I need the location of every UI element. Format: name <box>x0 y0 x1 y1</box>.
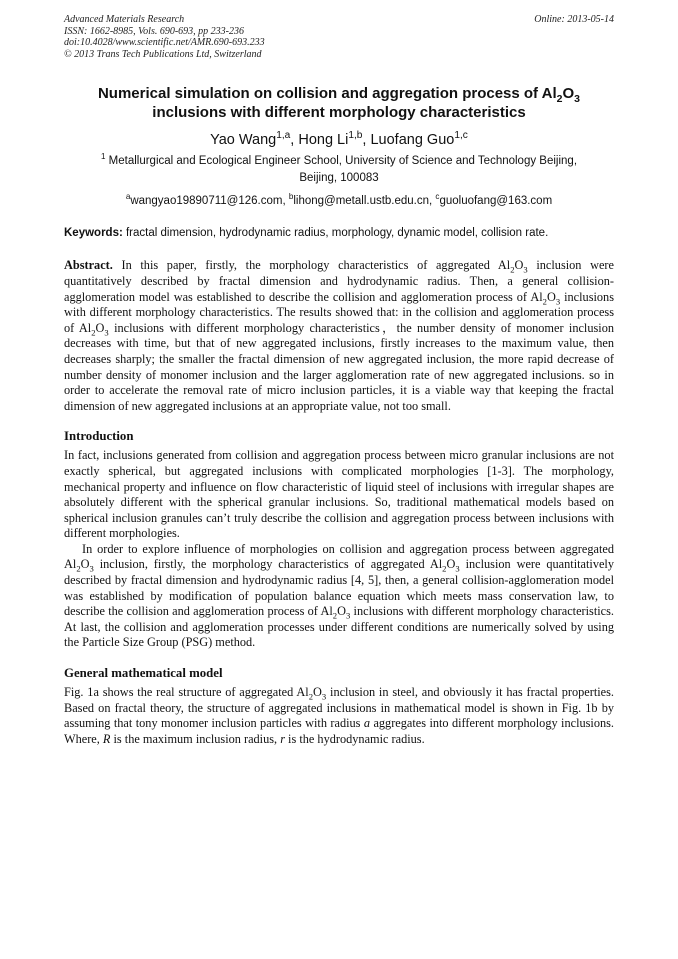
email-link[interactable]: lihong@metall.ustb.edu.cn, <box>293 195 436 208</box>
intro-paragraph-1: In fact, inclusions generated from collision and aggregation process between micro granular inclusions are not exactly spherical, but aggregated inclusions with complicated morphologies [1-3]. The morphology, mechanical property and influence on flow characteristic of liquid steel of inclusions with irregular shapes are absolutely different with the spherical granular inclusions. So, traditional mathematical models based on spherical inclusion granules can’t truly describe the collision and aggregation process between inclusions with different morphologies. <box>64 448 614 541</box>
issn-line: ISSN: 1662-8985, Vols. 690-693, pp 233-236 <box>64 25 244 37</box>
intro-paragraph-2: In order to explore influence of morphologies on collision and aggregation process between aggregated $Al_2O_3$ inclusion, firstly, the morphology characteristics of aggregated $Al_2O_3$ inclusion were quantitatively described by fractal dimension and hydrodynamic radius [4, 5], then, a general collision-agglomeration model was established by modification of population balance equation which meets mass conservation law, to describe the collision and agglomeration process of $Al_2O_3$ inclusions with different morphology characteristics. At last, the collision and agglomeration processes under different conditions are numerically solved by using the Particle Size Group (PSG) method. <box>64 541 614 650</box>
section-heading-model: General mathematical model <box>64 666 223 681</box>
keywords <box>64 226 614 241</box>
doi-line: doi:10.4028/www.scientific.net/AMR.690-693.233 <box>64 37 265 49</box>
author-list: Yao Wang$^{1,a}$, Hong Li$^{1,b}$, Luofang Guo$^{1,c}$ <box>210 130 468 149</box>
author-emails: $^a$wangyao19890711@126.com, $^b$lihong@metall.ustb.edu.cn, $^c$guoluofang@163.com <box>125 192 553 208</box>
affiliation: $^1$ Metallurgical and Ecological Engineer School, University of Science and Technology Beijing, Beijing, 100083 <box>100 152 578 185</box>
author-name: Yao Wang <box>210 132 277 149</box>
section-heading-introduction: Introduction <box>64 429 134 444</box>
keywords-label: Keywords: <box>64 227 123 240</box>
author-name: Hong Li <box>298 132 349 149</box>
online-date: Online: 2013-05-14 <box>534 14 614 25</box>
journal-header <box>64 14 614 60</box>
model-paragraph-1: Fig. 1a shows the real structure of aggregated $Al_2O_3$ inclusion in steel, and obviously it has fractal properties. Based on fractal theory, the structure of aggregated inclusions in mathematical model is shown in Fig. 1b by assuming that tony monomer inclusion particles with radius a aggregates into different morphology inclusions. Where, R is the maximum inclusion radius, r is the hydrodynamic radius. <box>64 685 614 746</box>
paper-title: Numerical simulation on collision and aggregation process of $Al_2O_3$ inclusions with different morphology characteristics <box>97 85 581 122</box>
keywords-text: fractal dimension, hydrodynamic radius, morphology, dynamic model, collision rate. <box>122 227 549 240</box>
abstract: Abstract. In this paper, firstly, the morphology characteristics of aggregated $Al_2O_3$ inclusion were quantitatively described by fractal dimension and hydrodynamic radius. Then, a general collision-agglomeration model was established to describe the collision and agglomeration process of $Al_2O_3$ inclusions with different morphology characteristics. The results showed that: in the collision and agglomeration process of $Al_2O_3$ inclusions with different morphology characteristics，the number density of monomer inclusion decreases with time, but that of new aggregated inclusions, firstly increases to the maximum value, then decreases sharply; the smaller the fractal dimension of new aggregated inclusion, the more rapid decrease of number density of monomer inclusion and the larger agglomeration rate of new aggregated inclusions. so in order to accelerate the removal rate of micro inclusion particles, it is a viable way that keeping the fractal dimension of new aggregated inclusions at an appropriate value, not too small. <box>64 258 614 413</box>
email-link[interactable]: guoluofang@163.com <box>439 195 553 208</box>
paper-page <box>64 14 614 747</box>
abstract-label: Abstract. <box>64 258 113 273</box>
author-name: Luofang Guo <box>370 132 455 149</box>
copyright-line: © 2013 Trans Tech Publications Ltd, Switzerland <box>64 48 262 60</box>
email-link[interactable]: wangyao19890711@126.com, <box>130 195 289 208</box>
journal-name: Advanced Materials Research <box>64 14 185 25</box>
